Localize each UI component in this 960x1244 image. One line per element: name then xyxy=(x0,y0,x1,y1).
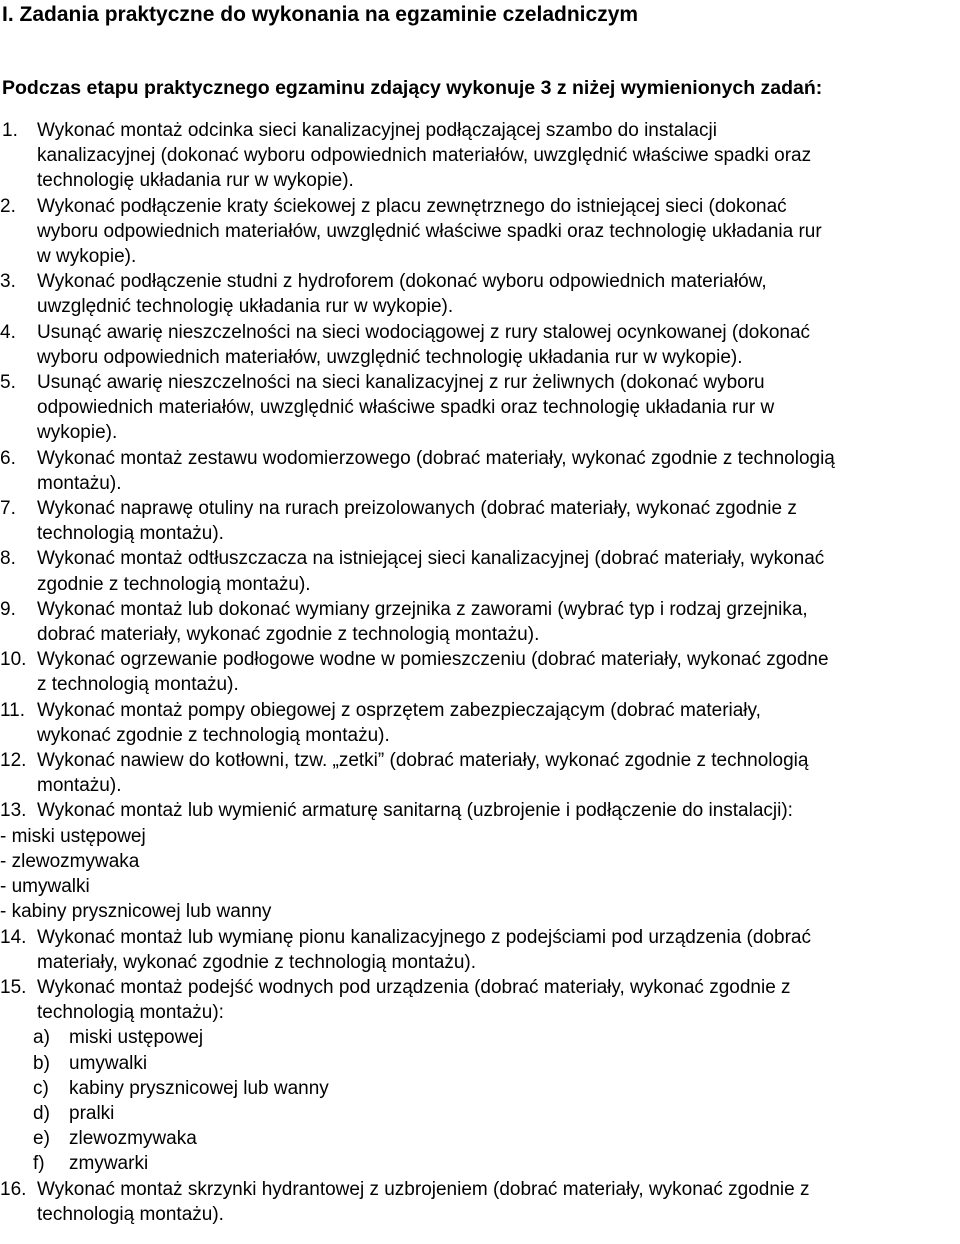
task-item xyxy=(0,370,960,446)
task-text-line: technologię układania rur w wykopie). xyxy=(37,170,354,192)
task-number: 3. xyxy=(0,271,16,293)
task-text-line: Wykonać montaż lub wymienić armaturę sanitarną (uzbrojenie i podłączenie do instalacji): xyxy=(37,800,793,822)
task-number: 7. xyxy=(0,498,16,520)
task-text-line: uwzględnić technologię układania rur w wykopie). xyxy=(37,296,454,318)
task-number: 1. xyxy=(2,120,18,141)
list-item-text: miski ustępowej xyxy=(69,1027,204,1049)
task-item xyxy=(0,647,960,697)
task-text-line: Wykonać podłączenie kraty ściekowej z placu zewnętrznego do istniejącej sieci (dokonać xyxy=(37,195,787,217)
task-text-line: Wykonać nawiew do kotłowni, tzw. „zetki” (dobrać materiały, wykonać zgodnie z technologią xyxy=(37,750,809,772)
task-text-line: technologią montażu). xyxy=(37,523,224,545)
lettered-list-item xyxy=(0,1126,960,1151)
task-text-line: dobrać materiały, wykonać zgodnie z technologią montażu). xyxy=(37,624,540,646)
dash-list-item: - miski ustępowej xyxy=(0,825,146,847)
task-text-line: Wykonać montaż pompy obiegowej z osprzętem zabezpieczającym (dobrać materiały, xyxy=(37,699,761,721)
task-text-line: Wykonać montaż odcinka sieci kanalizacyjnej podłączającej szambo do instalacji xyxy=(37,120,717,141)
task-text-line: Usunąć awarię nieszczelności na sieci kanalizacyjnej z rur żeliwnych (dokonać wyboru xyxy=(37,372,765,394)
task-number: 16. xyxy=(0,1178,27,1200)
task-text-line: Wykonać montaż lub wymianę pionu kanalizacyjnego z podejściami pod urządzenia (dobrać xyxy=(37,926,811,948)
page-title: I. Zadania praktyczne do wykonania na egzaminie czeladniczym xyxy=(2,3,639,26)
task-text-line: technologią montażu): xyxy=(37,1002,224,1024)
task-text-line: Wykonać podłączenie studni z hydroforem (dokonać wyboru odpowiednich materiałów, xyxy=(37,271,767,293)
list-item-text: zlewozmywaka xyxy=(69,1128,197,1150)
task-number: 9. xyxy=(0,598,16,620)
task-number: 15. xyxy=(0,976,27,998)
task-number: 4. xyxy=(0,321,16,343)
list-letter: f) xyxy=(33,1153,45,1175)
task-number: 11. xyxy=(0,699,26,721)
list-item-text: umywalki xyxy=(69,1052,148,1074)
task-text-line: montażu). xyxy=(37,472,122,494)
task-text-line: Wykonać montaż podejść wodnych pod urządzenia (dobrać materiały, wykonać zgodnie z xyxy=(37,976,791,998)
task-number: 6. xyxy=(0,447,16,469)
list-item-text: pralki xyxy=(69,1102,115,1124)
list-item-text: kabiny prysznicowej lub wanny xyxy=(69,1077,329,1099)
task-item xyxy=(0,118,960,194)
task-number: 12. xyxy=(0,750,27,772)
task-text-line: Wykonać montaż skrzynki hydrantowej z uzbrojeniem (dobrać materiały, wykonać zgodnie z xyxy=(37,1178,810,1200)
task-text-line: wykonać zgodnie z technologią montażu). xyxy=(37,724,390,746)
lettered-list-item xyxy=(0,1101,960,1126)
task-item xyxy=(0,597,960,647)
task-item xyxy=(0,798,960,823)
task-item xyxy=(0,194,960,270)
task-text-line: odpowiednich materiałów, uwzględnić właściwe spadki oraz technologię układania rur w xyxy=(37,397,775,419)
task-text-line: w wykopie). xyxy=(37,246,137,268)
task-number: 13. xyxy=(0,800,27,822)
list-letter: a) xyxy=(33,1027,50,1049)
lettered-list-item xyxy=(0,1151,960,1176)
list-letter: d) xyxy=(33,1102,50,1124)
task-item xyxy=(0,320,960,370)
task-list xyxy=(0,118,960,1227)
task-item xyxy=(0,698,960,748)
list-item-text: zmywarki xyxy=(69,1153,149,1175)
task-item xyxy=(0,1177,960,1227)
task-text-line: kanalizacyjnej (dokonać wyboru odpowiednich materiałów, uwzględnić właściwe spadki oraz xyxy=(37,145,812,167)
task-text-line: Usunąć awarię nieszczelności na sieci wodociągowej z rury stalowej ocynkowanej (dokonać xyxy=(37,321,811,343)
task-item xyxy=(0,496,960,546)
task-text-line: Wykonać ogrzewanie podłogowe wodne w pomieszczeniu (dobrać materiały, wykonać zgodne xyxy=(37,649,829,671)
list-letter: e) xyxy=(33,1128,50,1150)
dash-list-item: - zlewozmywaka xyxy=(0,850,140,872)
task-number: 10. xyxy=(0,649,27,671)
task-text-line: Wykonać montaż zestawu wodomierzowego (dobrać materiały, wykonać zgodnie z technologią xyxy=(37,447,835,469)
task-number: 5. xyxy=(0,372,16,394)
lettered-list-item xyxy=(0,1076,960,1101)
task-item xyxy=(0,446,960,496)
lettered-list-item xyxy=(0,1025,960,1050)
task-text-line: technologią montażu). xyxy=(37,1203,224,1225)
task-item xyxy=(0,975,960,1025)
task-text-line: z technologią montażu). xyxy=(37,674,239,696)
task-text-line: zgodnie z technologią montażu). xyxy=(37,573,311,595)
task-text-line: Wykonać montaż lub dokonać wymiany grzejnika z zaworami (wybrać typ i rodzaj grzejnika, xyxy=(37,598,808,620)
lettered-list-item xyxy=(0,1051,960,1076)
task-text-line: Wykonać montaż odtłuszczacza na istniejącej sieci kanalizacyjnej (dobrać materiały, wykonać xyxy=(37,548,825,570)
dash-list-item: - kabiny prysznicowej lub wanny xyxy=(0,901,272,923)
task-text-line: materiały, wykonać zgodnie z technologią montażu). xyxy=(37,951,476,973)
task-number: 2. xyxy=(0,195,16,217)
task-text-line: montażu). xyxy=(37,775,122,797)
task-item xyxy=(0,546,960,596)
task-item xyxy=(0,925,960,975)
intro-text: Podczas etapu praktycznego egzaminu zdający wykonuje 3 z niżej wymienionych zadań: xyxy=(2,77,823,99)
task-item xyxy=(0,269,960,319)
list-letter: b) xyxy=(33,1052,50,1074)
list-letter: c) xyxy=(33,1077,49,1099)
task-text-line: wykopie). xyxy=(37,422,118,444)
task-text-line: Wykonać naprawę otuliny na rurach preizolowanych (dobrać materiały, wykonać zgodnie z xyxy=(37,498,797,520)
task-text-line: wyboru odpowiednich materiałów, uwzględnić właściwe spadki oraz technologię układania rur xyxy=(37,220,822,242)
task-text-line: wyboru odpowiednich materiałów, uwzględnić technologię układania rur w wykopie). xyxy=(37,346,743,368)
task-item xyxy=(0,748,960,798)
task-number: 14. xyxy=(0,926,27,948)
dash-list-item: - umywalki xyxy=(0,876,90,898)
task-number: 8. xyxy=(0,548,16,570)
